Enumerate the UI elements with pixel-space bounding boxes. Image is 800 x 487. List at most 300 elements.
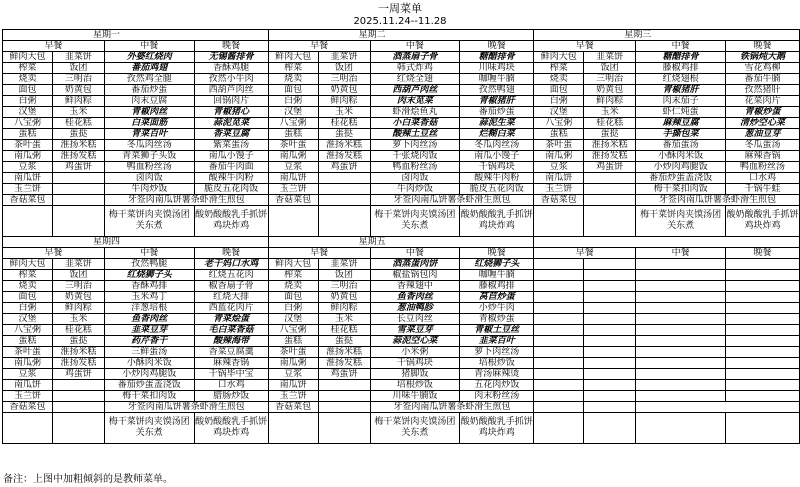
dinner-item: 雪花鸡柳 bbox=[726, 63, 800, 74]
breakfast-item: 玉兰饼 bbox=[268, 184, 318, 195]
breakfast-item: 鲜肉粽 bbox=[318, 303, 370, 314]
breakfast-item: 榨菜 bbox=[268, 63, 318, 74]
dinner-item: 口水鸡 bbox=[726, 173, 800, 184]
menu-row bbox=[3, 347, 800, 358]
lunch-item: 肉末茄子 bbox=[636, 96, 726, 107]
breakfast-item: 淮扬米糕 bbox=[52, 140, 104, 151]
dinner-item: 咖喱牛腩 bbox=[460, 74, 534, 85]
lunch-item: 手撕包菜 bbox=[636, 129, 726, 140]
lunch-item: 虾仁炖蛋 bbox=[636, 107, 726, 118]
dinner-item: 酸辣牛肉粉 bbox=[460, 173, 534, 184]
menu-row bbox=[3, 391, 800, 402]
page-title: 一周菜单 bbox=[378, 2, 422, 15]
dinner-item: 冬瓜蛋汤 bbox=[726, 140, 800, 151]
dinner-item: 萝卜肉丝汤 bbox=[460, 347, 534, 358]
breakfast-item: 玉米 bbox=[318, 107, 370, 118]
breakfast-item: 饭团 bbox=[584, 63, 636, 74]
breakfast-item: 淮扬发糕 bbox=[52, 358, 104, 369]
breakfast-item bbox=[3, 413, 53, 444]
meal-label-lunch: 中餐 bbox=[104, 248, 194, 259]
meal-label-dinner: 晚餐 bbox=[194, 248, 268, 259]
lunch-item: 鱼香肉丝 bbox=[370, 292, 460, 303]
breakfast-item: 鲜肉大包 bbox=[3, 259, 53, 270]
menu-row bbox=[3, 303, 800, 314]
breakfast-item bbox=[534, 303, 584, 314]
meal-label-lunch: 中餐 bbox=[370, 248, 460, 259]
breakfast-item: 榨菜 bbox=[3, 270, 53, 281]
breakfast-item: 南瓜饼 bbox=[3, 380, 53, 391]
breakfast-item bbox=[318, 380, 370, 391]
breakfast-item: 汉堡 bbox=[3, 314, 53, 325]
lunch-item: 糖醋排骨 bbox=[636, 52, 726, 63]
snack-item: 牙签肉南瓜饼薯条虾滑生煎包 bbox=[104, 402, 268, 413]
lunch-item: 卤肉饭 bbox=[370, 173, 460, 184]
breakfast-item: 茶叶蛋 bbox=[534, 140, 584, 151]
lunch-item: 雪菜豆芽 bbox=[370, 325, 460, 336]
breakfast-item: 淮扬发糕 bbox=[584, 151, 636, 162]
menu-row bbox=[3, 140, 800, 151]
meal-label-breakfast: 早餐 bbox=[534, 248, 636, 259]
breakfast-item: 茶叶蛋 bbox=[268, 140, 318, 151]
dinner-item: 清炒空心菜 bbox=[726, 118, 800, 129]
dinner-item bbox=[726, 292, 800, 303]
meal-label-dinner: 晚餐 bbox=[194, 41, 268, 52]
snack-item: 梅干菜饼肉夹馍汤团关东煮 bbox=[104, 206, 194, 237]
dinner-item bbox=[726, 358, 800, 369]
dinner-item: 麻辣香锅 bbox=[194, 358, 268, 369]
breakfast-item bbox=[534, 380, 584, 391]
lunch-item: 蒜泥空心菜 bbox=[370, 336, 460, 347]
lunch-item bbox=[636, 270, 726, 281]
dinner-item: 青椒猪肝 bbox=[460, 96, 534, 107]
meal-label-breakfast: 早餐 bbox=[534, 41, 636, 52]
breakfast-item: 烧卖 bbox=[268, 281, 318, 292]
lunch-item bbox=[636, 303, 726, 314]
breakfast-item bbox=[3, 206, 53, 237]
breakfast-item: 鲜肉大包 bbox=[534, 52, 584, 63]
menu-row bbox=[3, 52, 800, 63]
lunch-item: 西葫芦肉丝 bbox=[370, 85, 460, 96]
dinner-item: 青椒土豆丝 bbox=[460, 325, 534, 336]
meal-label-breakfast: 早餐 bbox=[268, 248, 370, 259]
breakfast-item: 桂花糕 bbox=[52, 118, 104, 129]
lunch-item: 培根炒饭 bbox=[370, 380, 460, 391]
menu-row bbox=[3, 270, 800, 281]
breakfast-item: 玉米 bbox=[52, 314, 104, 325]
lunch-item: 肉末苋菜 bbox=[370, 96, 460, 107]
breakfast-item: 鸡蛋饼 bbox=[52, 369, 104, 380]
dinner-item: 糖醋排骨 bbox=[460, 52, 534, 63]
dinner-item: 藤椒鸡排 bbox=[460, 281, 534, 292]
breakfast-item bbox=[534, 413, 584, 444]
breakfast-item: 淮扬发糕 bbox=[318, 151, 370, 162]
menu-row bbox=[3, 413, 800, 444]
dinner-item: 青汤麻辣烫 bbox=[460, 369, 534, 380]
menu-row bbox=[3, 96, 800, 107]
lunch-item bbox=[636, 347, 726, 358]
menu-row bbox=[3, 63, 800, 74]
menu-row bbox=[3, 162, 800, 173]
breakfast-item bbox=[584, 369, 636, 380]
dinner-item: 麻辣香锅 bbox=[726, 151, 800, 162]
breakfast-item: 玉米 bbox=[584, 107, 636, 118]
breakfast-item: 榨菜 bbox=[3, 63, 53, 74]
meal-label-dinner: 晚餐 bbox=[726, 248, 800, 259]
breakfast-item: 蛋糕 bbox=[3, 336, 53, 347]
lunch-item: 三鲜蛋汤 bbox=[104, 347, 194, 358]
menu-row bbox=[3, 358, 800, 369]
breakfast-item bbox=[584, 281, 636, 292]
breakfast-item: 鲜肉粽 bbox=[52, 96, 104, 107]
meal-label-dinner: 晚餐 bbox=[460, 248, 534, 259]
breakfast-item: 南瓜饼 bbox=[268, 380, 318, 391]
breakfast-item: 玉兰饼 bbox=[3, 391, 53, 402]
dinner-item: 香菜豆腐 bbox=[194, 129, 268, 140]
breakfast-item: 豆浆 bbox=[268, 162, 318, 173]
lunch-item: 长豆肉丝 bbox=[370, 314, 460, 325]
breakfast-item bbox=[584, 325, 636, 336]
breakfast-item: 南瓜粥 bbox=[268, 151, 318, 162]
meal-label-dinner: 晚餐 bbox=[460, 41, 534, 52]
breakfast-item: 韭菜饼 bbox=[584, 52, 636, 63]
snack-item: 梅干菜饼肉夹馍汤团关东煮 bbox=[370, 413, 460, 444]
breakfast-item: 八宝粥 bbox=[268, 118, 318, 129]
breakfast-item bbox=[318, 391, 370, 402]
lunch-item: 药芹香干 bbox=[104, 336, 194, 347]
breakfast-item: 汉堡 bbox=[268, 314, 318, 325]
lunch-item: 酒蒸蛋肉饼 bbox=[370, 259, 460, 270]
breakfast-item: 南瓜粥 bbox=[3, 151, 53, 162]
breakfast-item bbox=[584, 184, 636, 195]
dinner-item bbox=[726, 347, 800, 358]
breakfast-item bbox=[318, 173, 370, 184]
menu-row bbox=[3, 402, 800, 413]
meal-label-breakfast: 早餐 bbox=[268, 41, 370, 52]
breakfast-item: 香菇菜包 bbox=[3, 402, 53, 413]
breakfast-item: 豆浆 bbox=[534, 162, 584, 173]
dinner-item: 西蓝花肉片 bbox=[194, 303, 268, 314]
breakfast-item bbox=[52, 402, 104, 413]
breakfast-item: 香菇菜包 bbox=[268, 402, 318, 413]
menu-row bbox=[3, 281, 800, 292]
breakfast-item: 香菇菜包 bbox=[534, 195, 584, 206]
breakfast-item: 烧卖 bbox=[534, 74, 584, 85]
lunch-item bbox=[636, 369, 726, 380]
lunch-item bbox=[636, 281, 726, 292]
breakfast-item bbox=[268, 206, 318, 237]
lunch-item: 小炒肉鸡腿饭 bbox=[636, 162, 726, 173]
breakfast-item: 榨菜 bbox=[534, 63, 584, 74]
breakfast-item: 白粥 bbox=[268, 303, 318, 314]
breakfast-item: 饭团 bbox=[52, 63, 104, 74]
dinner-item: 无锡酱排骨 bbox=[194, 52, 268, 63]
breakfast-item: 豆浆 bbox=[3, 369, 53, 380]
breakfast-item: 淮扬发糕 bbox=[318, 358, 370, 369]
dinner-item: 铁锅炖大鹅 bbox=[726, 52, 800, 63]
lunch-item: 葱油鸭胗 bbox=[370, 303, 460, 314]
menu-row bbox=[3, 151, 800, 162]
dinner-item: 蒜泥生菜 bbox=[460, 118, 534, 129]
breakfast-item: 鲜肉粽 bbox=[52, 303, 104, 314]
snack-item: 梅干菜饼肉夹馍汤团关东煮 bbox=[370, 206, 460, 237]
lunch-item: 川味牛腩饭 bbox=[370, 391, 460, 402]
breakfast-item bbox=[318, 402, 370, 413]
dinner-item: 口水鸡 bbox=[194, 380, 268, 391]
lunch-item: 小酥肉米饭 bbox=[636, 151, 726, 162]
dinner-item: 蒜泥苋菜 bbox=[194, 118, 268, 129]
meal-label-breakfast: 早餐 bbox=[3, 248, 105, 259]
breakfast-item: 奶黄包 bbox=[52, 292, 104, 303]
breakfast-item: 面包 bbox=[534, 85, 584, 96]
snack-item: 牙签肉南瓜饼薯条虾滑生煎包 bbox=[370, 195, 534, 206]
breakfast-item bbox=[584, 270, 636, 281]
dinner-item: 培根炒饭 bbox=[460, 358, 534, 369]
snack-item: 梅干菜饼肉夹馍汤团关东煮 bbox=[636, 206, 726, 237]
menu-row bbox=[3, 259, 800, 270]
breakfast-item bbox=[534, 391, 584, 402]
snack-item: 梅干菜饼肉夹馍汤团关东煮 bbox=[104, 413, 194, 444]
breakfast-item: 奶黄包 bbox=[318, 292, 370, 303]
breakfast-item: 三明治 bbox=[318, 281, 370, 292]
lunch-item: 香酥鸡排 bbox=[104, 281, 194, 292]
dinner-item bbox=[726, 391, 800, 402]
dinner-item bbox=[726, 259, 800, 270]
breakfast-item: 南瓜粥 bbox=[534, 151, 584, 162]
lunch-item: 酒蒸扇子骨 bbox=[370, 52, 460, 63]
breakfast-item bbox=[534, 270, 584, 281]
snack-item: 牙签肉南瓜饼薯条虾滑生煎包 bbox=[104, 195, 268, 206]
breakfast-item: 豆浆 bbox=[3, 162, 53, 173]
lunch-item: 冬瓜肉丝汤 bbox=[104, 140, 194, 151]
lunch-item bbox=[636, 325, 726, 336]
lunch-item: 牛肉炒饭 bbox=[370, 184, 460, 195]
breakfast-item: 白粥 bbox=[534, 96, 584, 107]
breakfast-item: 面包 bbox=[268, 85, 318, 96]
lunch-item: 香辣翅中 bbox=[370, 281, 460, 292]
menu-row bbox=[3, 314, 800, 325]
dinner-item: 回锅肉片 bbox=[194, 96, 268, 107]
breakfast-item: 白粥 bbox=[3, 96, 53, 107]
day-name: 星期三 bbox=[534, 30, 800, 41]
dinner-item: 红烧五花肉 bbox=[194, 270, 268, 281]
lunch-item: 红烧翅根 bbox=[636, 74, 726, 85]
breakfast-item: 蛋挞 bbox=[318, 129, 370, 140]
breakfast-item bbox=[318, 206, 370, 237]
day-name-row bbox=[3, 237, 800, 248]
breakfast-item: 榨菜 bbox=[268, 270, 318, 281]
dinner-item bbox=[726, 281, 800, 292]
menu-table bbox=[2, 29, 800, 444]
breakfast-item bbox=[584, 402, 636, 413]
dinner-item: 川味鸡块 bbox=[460, 63, 534, 74]
breakfast-item bbox=[584, 259, 636, 270]
dinner-item: 干锅毕中宝 bbox=[194, 369, 268, 380]
breakfast-item bbox=[534, 259, 584, 270]
menu-row bbox=[3, 85, 800, 96]
dinner-item: 南瓜小馒子 bbox=[460, 151, 534, 162]
meal-label-lunch: 中餐 bbox=[104, 41, 194, 52]
breakfast-item bbox=[52, 195, 104, 206]
menu-row bbox=[3, 173, 800, 184]
dinner-item: 孜然鸭翅 bbox=[460, 85, 534, 96]
lunch-item: 藤椒鸡排 bbox=[636, 63, 726, 74]
breakfast-item bbox=[52, 206, 104, 237]
dinner-item: 酸辣牛肉粉 bbox=[194, 173, 268, 184]
date-range: 2025.11.24--11.28 bbox=[353, 16, 447, 27]
lunch-item bbox=[636, 292, 726, 303]
lunch-item: 洋葱培根 bbox=[104, 303, 194, 314]
lunch-item: 小白菜香菇 bbox=[370, 118, 460, 129]
breakfast-item bbox=[318, 413, 370, 444]
breakfast-item: 香菇菜包 bbox=[268, 195, 318, 206]
breakfast-item bbox=[534, 325, 584, 336]
breakfast-item: 烧卖 bbox=[3, 281, 53, 292]
breakfast-item: 蛋糕 bbox=[534, 129, 584, 140]
dinner-item: 香菜豆腐羹 bbox=[194, 347, 268, 358]
lunch-item: 萝卜肉丝汤 bbox=[370, 140, 460, 151]
lunch-item: 梅干菜扣肉饭 bbox=[636, 184, 726, 195]
breakfast-item: 鲜肉粽 bbox=[318, 96, 370, 107]
dinner-item bbox=[726, 369, 800, 380]
breakfast-item: 韭菜饼 bbox=[318, 259, 370, 270]
meal-label-row bbox=[3, 41, 800, 52]
breakfast-item: 蛋糕 bbox=[268, 129, 318, 140]
dinner-item: 莴苣炒蛋 bbox=[460, 292, 534, 303]
dinner-item: 千锅牛蛙 bbox=[726, 184, 800, 195]
breakfast-item bbox=[52, 391, 104, 402]
lunch-item: 玉米鸡丁 bbox=[104, 292, 194, 303]
lunch-item: 酸辣土豆丝 bbox=[370, 129, 460, 140]
breakfast-item: 淮扬发糕 bbox=[52, 151, 104, 162]
meal-label-lunch: 中餐 bbox=[370, 41, 460, 52]
breakfast-item bbox=[584, 380, 636, 391]
lunch-item: 红烧全翅 bbox=[370, 74, 460, 85]
breakfast-item: 南瓜粥 bbox=[3, 358, 53, 369]
breakfast-item: 香菇菜包 bbox=[3, 195, 53, 206]
breakfast-item bbox=[584, 314, 636, 325]
dinner-item bbox=[726, 336, 800, 347]
breakfast-item: 烧卖 bbox=[3, 74, 53, 85]
breakfast-item: 南瓜粥 bbox=[268, 358, 318, 369]
breakfast-item: 饭团 bbox=[318, 63, 370, 74]
dinner-item: 脆皮五花肉饭 bbox=[460, 184, 534, 195]
dinner-item bbox=[726, 325, 800, 336]
breakfast-item bbox=[534, 336, 584, 347]
breakfast-item: 桂花糕 bbox=[318, 325, 370, 336]
breakfast-item bbox=[584, 358, 636, 369]
breakfast-item: 南瓜饼 bbox=[534, 173, 584, 184]
snack-item: 酸奶酸酸乳手抓饼鸡块炸鸡 bbox=[194, 413, 268, 444]
menu-row bbox=[3, 369, 800, 380]
dinner-item bbox=[726, 303, 800, 314]
dinner-item: 毛白菜香菇 bbox=[194, 325, 268, 336]
breakfast-item: 汉堡 bbox=[3, 107, 53, 118]
breakfast-item bbox=[584, 292, 636, 303]
lunch-item: 番茄蛋汤 bbox=[636, 140, 726, 151]
lunch-item: 番茄鸡翅 bbox=[104, 63, 194, 74]
breakfast-item: 蛋挞 bbox=[52, 336, 104, 347]
breakfast-item: 奶黄包 bbox=[52, 85, 104, 96]
menu-row bbox=[3, 118, 800, 129]
lunch-item: 千张烧肉饭 bbox=[370, 151, 460, 162]
breakfast-item: 鸡蛋饼 bbox=[318, 369, 370, 380]
breakfast-item bbox=[534, 358, 584, 369]
dinner-item: 腊肠炒饭 bbox=[194, 391, 268, 402]
breakfast-item: 韭菜饼 bbox=[318, 52, 370, 63]
lunch-item: 肉末豆腐 bbox=[104, 96, 194, 107]
dinner-item: 烂糊白菜 bbox=[460, 129, 534, 140]
breakfast-item: 鸡蛋饼 bbox=[584, 162, 636, 173]
lunch-item: 椒盐锅包肉 bbox=[370, 270, 460, 281]
breakfast-item: 八宝粥 bbox=[3, 118, 53, 129]
breakfast-item: 韭菜饼 bbox=[52, 259, 104, 270]
breakfast-item: 淮扬米糕 bbox=[584, 140, 636, 151]
breakfast-item: 桂花糕 bbox=[52, 325, 104, 336]
breakfast-item: 南瓜饼 bbox=[268, 173, 318, 184]
lunch-item: 麻辣豆腐 bbox=[636, 118, 726, 129]
dinner-item: 冬瓜肉丝汤 bbox=[460, 140, 534, 151]
breakfast-item: 面包 bbox=[3, 85, 53, 96]
breakfast-item: 淮扬米糕 bbox=[318, 140, 370, 151]
lunch-item bbox=[636, 336, 726, 347]
snack-item: 酸奶酸酸乳手抓饼鸡块炸鸡 bbox=[194, 206, 268, 237]
dinner-item: 香酥鸡腿 bbox=[194, 63, 268, 74]
breakfast-item bbox=[584, 173, 636, 184]
dinner-item: 韭菜百叶 bbox=[460, 336, 534, 347]
dinner-item bbox=[726, 380, 800, 391]
footnote: 备注：上图中加粗倾斜的是教师菜单。 bbox=[3, 474, 173, 485]
breakfast-item: 蛋糕 bbox=[268, 336, 318, 347]
breakfast-item bbox=[318, 195, 370, 206]
meal-label-lunch: 中餐 bbox=[636, 41, 726, 52]
menu-table-body bbox=[3, 30, 800, 444]
breakfast-item: 蛋糕 bbox=[3, 129, 53, 140]
menu-row bbox=[3, 129, 800, 140]
breakfast-item: 玉兰饼 bbox=[534, 184, 584, 195]
breakfast-item: 玉米 bbox=[318, 314, 370, 325]
snack-item: 牙签肉南瓜饼薯条虾滑生煎包 bbox=[636, 195, 800, 206]
breakfast-item bbox=[584, 391, 636, 402]
dinner-item bbox=[726, 270, 800, 281]
breakfast-item bbox=[584, 206, 636, 237]
breakfast-item: 面包 bbox=[3, 292, 53, 303]
lunch-item bbox=[636, 314, 726, 325]
day-name: 星期四 bbox=[3, 237, 269, 248]
snack-item: 酸奶酸酸乳手抓饼鸡块炸鸡 bbox=[460, 206, 534, 237]
breakfast-item bbox=[318, 184, 370, 195]
breakfast-item bbox=[52, 413, 104, 444]
snack-item: 牙签肉南瓜饼薯条虾滑生煎包 bbox=[370, 402, 534, 413]
meal-label-row bbox=[3, 248, 800, 259]
dinner-item: 鸭血粉丝汤 bbox=[726, 162, 800, 173]
breakfast-item: 汉堡 bbox=[268, 107, 318, 118]
dinner-item: 青椒猪心 bbox=[194, 107, 268, 118]
breakfast-item: 八宝粥 bbox=[268, 325, 318, 336]
breakfast-item bbox=[584, 336, 636, 347]
dinner-item: 咖喱牛腩 bbox=[460, 270, 534, 281]
lunch-item: 青菜百叶 bbox=[104, 129, 194, 140]
breakfast-item bbox=[584, 195, 636, 206]
dinner-item: 肉末粉丝汤 bbox=[460, 391, 534, 402]
breakfast-item: 烧卖 bbox=[268, 74, 318, 85]
menu-row bbox=[3, 292, 800, 303]
breakfast-item: 淮扬米糕 bbox=[52, 347, 104, 358]
breakfast-item bbox=[584, 347, 636, 358]
dinner-item: 葱油豆芽 bbox=[726, 129, 800, 140]
dinner-item: 老干妈口水鸡 bbox=[194, 259, 268, 270]
dinner-item: 孜然小牛肉 bbox=[194, 74, 268, 85]
snack-item: 酸奶酸酸乳手抓饼鸡块炸鸡 bbox=[460, 413, 534, 444]
